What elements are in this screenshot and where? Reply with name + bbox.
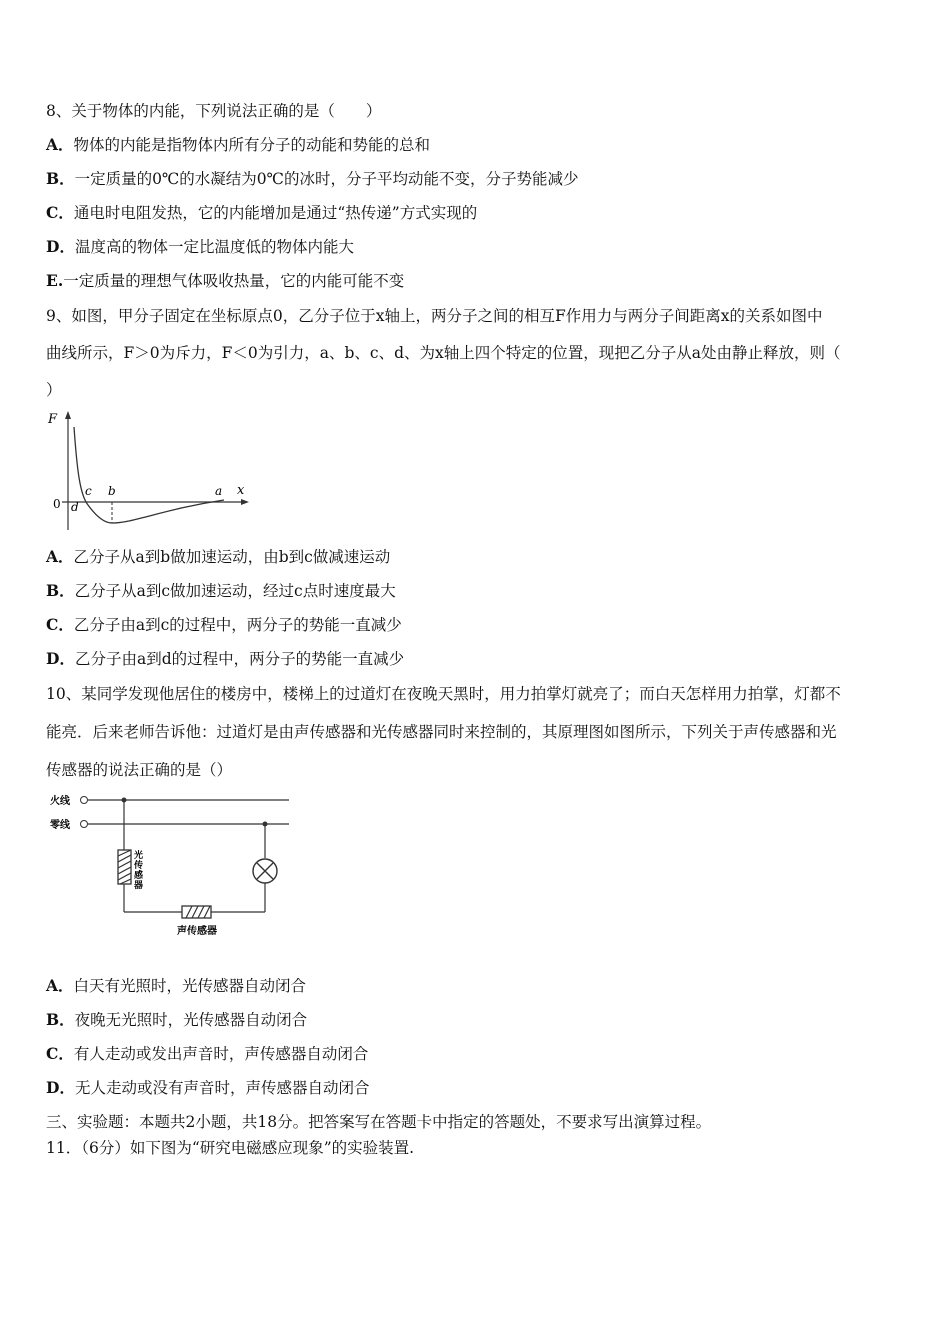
sound-sensor-label: 声传感器 [177, 926, 217, 937]
option-text: 一定质量的0℃的水凝结为0℃的冰时，分子平均动能不变，分子势能减少 [74, 170, 579, 188]
neutral-wire-label: 零线 [50, 820, 70, 831]
force-distance-graph [44, 405, 259, 535]
light-sensor-label-1: 光 [134, 851, 144, 861]
option-text: 有人走动或发出声音时，声传感器自动闭合 [73, 1045, 369, 1063]
option-text: 乙分子从a到b做加速运动，由b到c做减速运动 [73, 548, 391, 566]
y-axis-arrow-icon [65, 411, 71, 419]
q11-stem: 11．（6分）如下图为“研究电磁感应现象”的实验装置. [46, 1139, 415, 1157]
option-text: 白天有光照时，光传感器自动闭合 [73, 977, 307, 995]
light-sensor-label-2: 传 [134, 861, 144, 871]
light-sensor-label-4: 器 [134, 881, 144, 891]
origin-label: 0 [53, 497, 61, 511]
option-text: 夜晚无光照时，光传感器自动闭合 [74, 1011, 308, 1029]
q10-stem-line3: 传感器的说法正确的是（） [46, 761, 233, 779]
q10-option-c [46, 1044, 368, 1064]
option-letter: B． [46, 581, 75, 600]
option-letter: A． [46, 547, 74, 566]
q10-stem-line1: 10、某同学发现他居住的楼房中，楼梯上的过道灯在夜晚天黑时，用力拍掌灯就亮了；而白天怎样用力拍掌，灯都不 [46, 685, 841, 703]
option-text: 温度高的物体一定比温度低的物体内能大 [74, 238, 354, 256]
q9-option-d [46, 649, 404, 669]
option-text: 乙分子从a到c做加速运动，经过c点时速度最大 [74, 582, 396, 600]
q9-option-c [46, 615, 402, 635]
q10-option-a [46, 976, 306, 996]
option-letter: A． [46, 976, 74, 995]
q10-option-b [46, 1010, 307, 1030]
option-letter: B． [46, 1010, 75, 1029]
q8-option-a [46, 135, 430, 155]
q9-option-b [46, 581, 396, 601]
q9-stem-line1: 9、如图，甲分子固定在坐标原点0，乙分子位于x轴上，两分子之间的相互F作用力与两分子间距离x的关系如图中 [46, 307, 823, 325]
point-label-b: b [108, 484, 116, 498]
option-letter: C． [46, 203, 74, 222]
option-letter: B． [46, 169, 75, 188]
q8-option-c [46, 203, 477, 223]
option-letter: D． [46, 237, 75, 256]
option-text: 乙分子由a到c的过程中，两分子的势能一直减少 [73, 616, 402, 634]
y-axis-label: F [48, 412, 58, 427]
x-axis-arrow-icon [241, 499, 249, 505]
light-sensor-label-3: 感 [134, 871, 144, 881]
point-label-c: c [85, 484, 92, 498]
option-letter: C． [46, 615, 74, 634]
q8-option-b [46, 169, 579, 189]
q8-stem: 8、关于物体的内能，下列说法正确的是（ ） [46, 102, 382, 120]
q9-stem-line3: ） [46, 381, 62, 399]
option-text: 一定质量的理想气体吸收热量，它的内能可能不变 [63, 272, 405, 290]
point-label-d: d [71, 500, 79, 514]
option-letter: D． [46, 649, 75, 668]
q8-option-e [46, 271, 404, 291]
option-text: 通电时电阻发热，它的内能增加是通过“热传递”方式实现的 [73, 204, 478, 222]
q9-stem-line2: 曲线所示，F＞0为斥力，F＜0为引力，a、b、c、d、为x轴上四个特定的位置，现把乙分子从a处由静止释放，则（ [46, 344, 841, 362]
q10-option-d [46, 1078, 369, 1098]
live-wire-label: 火线 [50, 796, 70, 807]
option-text: 乙分子由a到d的过程中，两分子的势能一直减少 [74, 650, 405, 668]
section3-heading: 三、实验题：本题共2小题，共18分。把答案写在答题卡中指定的答题处，不要求写出演算过程。 [46, 1113, 712, 1131]
option-text: 无人走动或没有声音时，声传感器自动闭合 [74, 1079, 370, 1097]
option-letter: E. [46, 271, 64, 290]
circuit-diagram [44, 788, 304, 943]
q10-stem-line2: 能亮．后来老师告诉他：过道灯是由声传感器和光传感器同时来控制的，其原理图如图所示，下列关于声传感器和光 [46, 723, 837, 741]
x-axis-label: x [237, 483, 245, 498]
q8-option-d [46, 237, 354, 257]
neutral-terminal-icon [81, 821, 88, 828]
point-label-a: a [215, 484, 223, 498]
option-text: 物体的内能是指物体内所有分子的动能和势能的总和 [73, 136, 431, 154]
q9-option-a [46, 547, 390, 567]
live-terminal-icon [81, 797, 88, 804]
option-letter: D． [46, 1078, 75, 1097]
option-letter: C． [46, 1044, 74, 1063]
option-letter: A． [46, 135, 74, 154]
force-curve [74, 427, 224, 523]
